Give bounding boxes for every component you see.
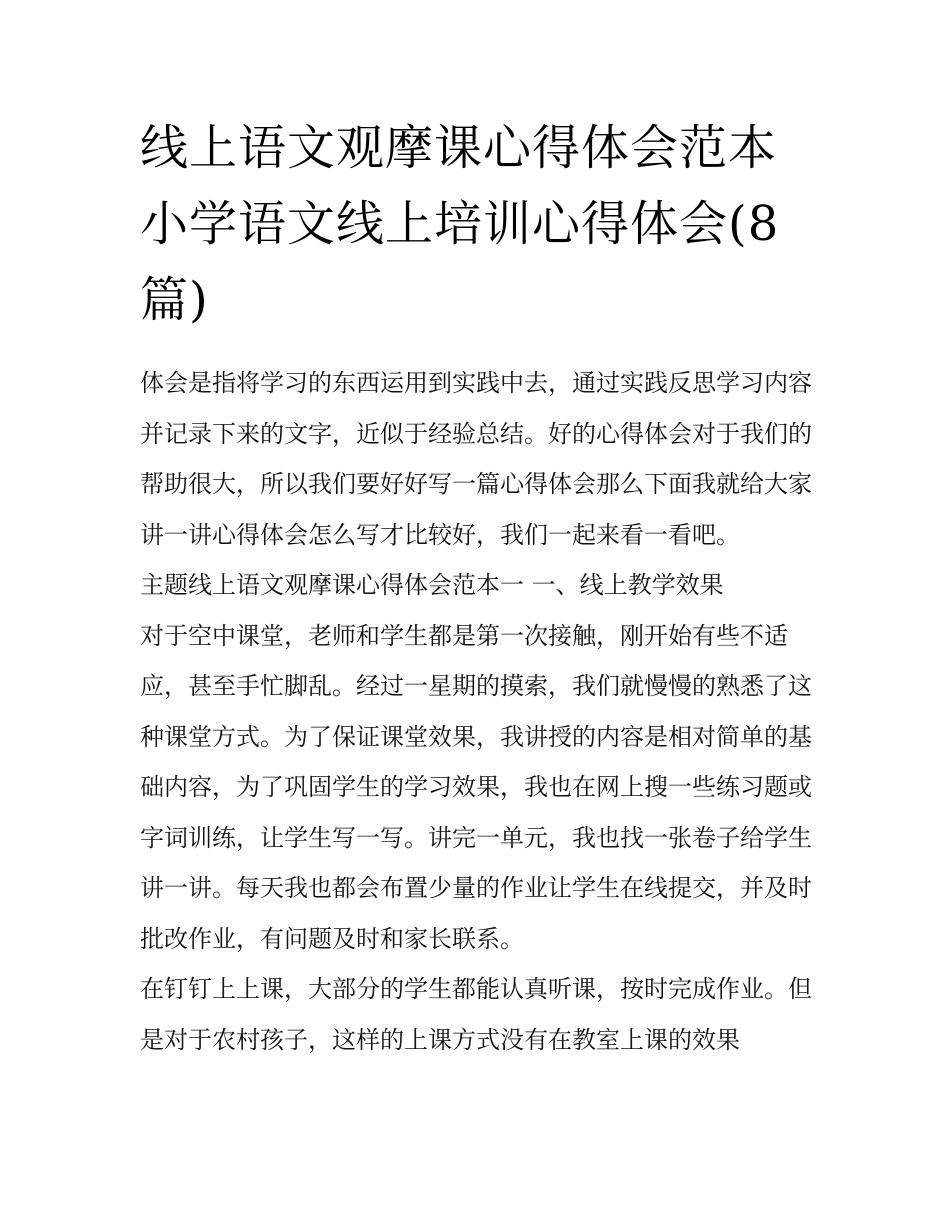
section-heading: 主题线上语文观摩课心得体会范本一 一、线上教学效果 [140, 571, 724, 599]
document-body [140, 358, 820, 1065]
body-paragraph: 对于空中课堂，老师和学生都是第一次接触，刚开始有些不适应，甚至手忙脚乱。经过一星期的摸索，我们就慢慢的熟悉了这种课堂方式。为了保证课堂效果，我讲授的内容是相对简单的基础内容，为了巩固学生的学习效果，我也在网上搜一些练习题或字词训练，让学生写一写。讲完一单元，我也找一张卷子给学生讲一讲。每天我也都会布置少量的作业让学生在线提交，并及时批改作业，有问题及时和家长联系。 [140, 621, 812, 953]
body-paragraph: 在钉钉上上课，大部分的学生都能认真听课，按时完成作业。但是对于农村孩子，这样的上课方式没有在教室上课的效果 [140, 975, 812, 1054]
document-title: 线上语文观摩课心得体会范本小学语文线上培训心得体会(8篇) [140, 120, 780, 328]
intro-paragraph: 体会是指将学习的东西运用到实践中去，通过实践反思学习内容并记录下来的文字，近似于经验总结。好的心得体会对于我们的帮助很大，所以我们要好好写一篇心得体会那么下面我就给大家讲一讲心得体会怎么写才比较好，我们一起来看一看吧。 [140, 369, 812, 549]
